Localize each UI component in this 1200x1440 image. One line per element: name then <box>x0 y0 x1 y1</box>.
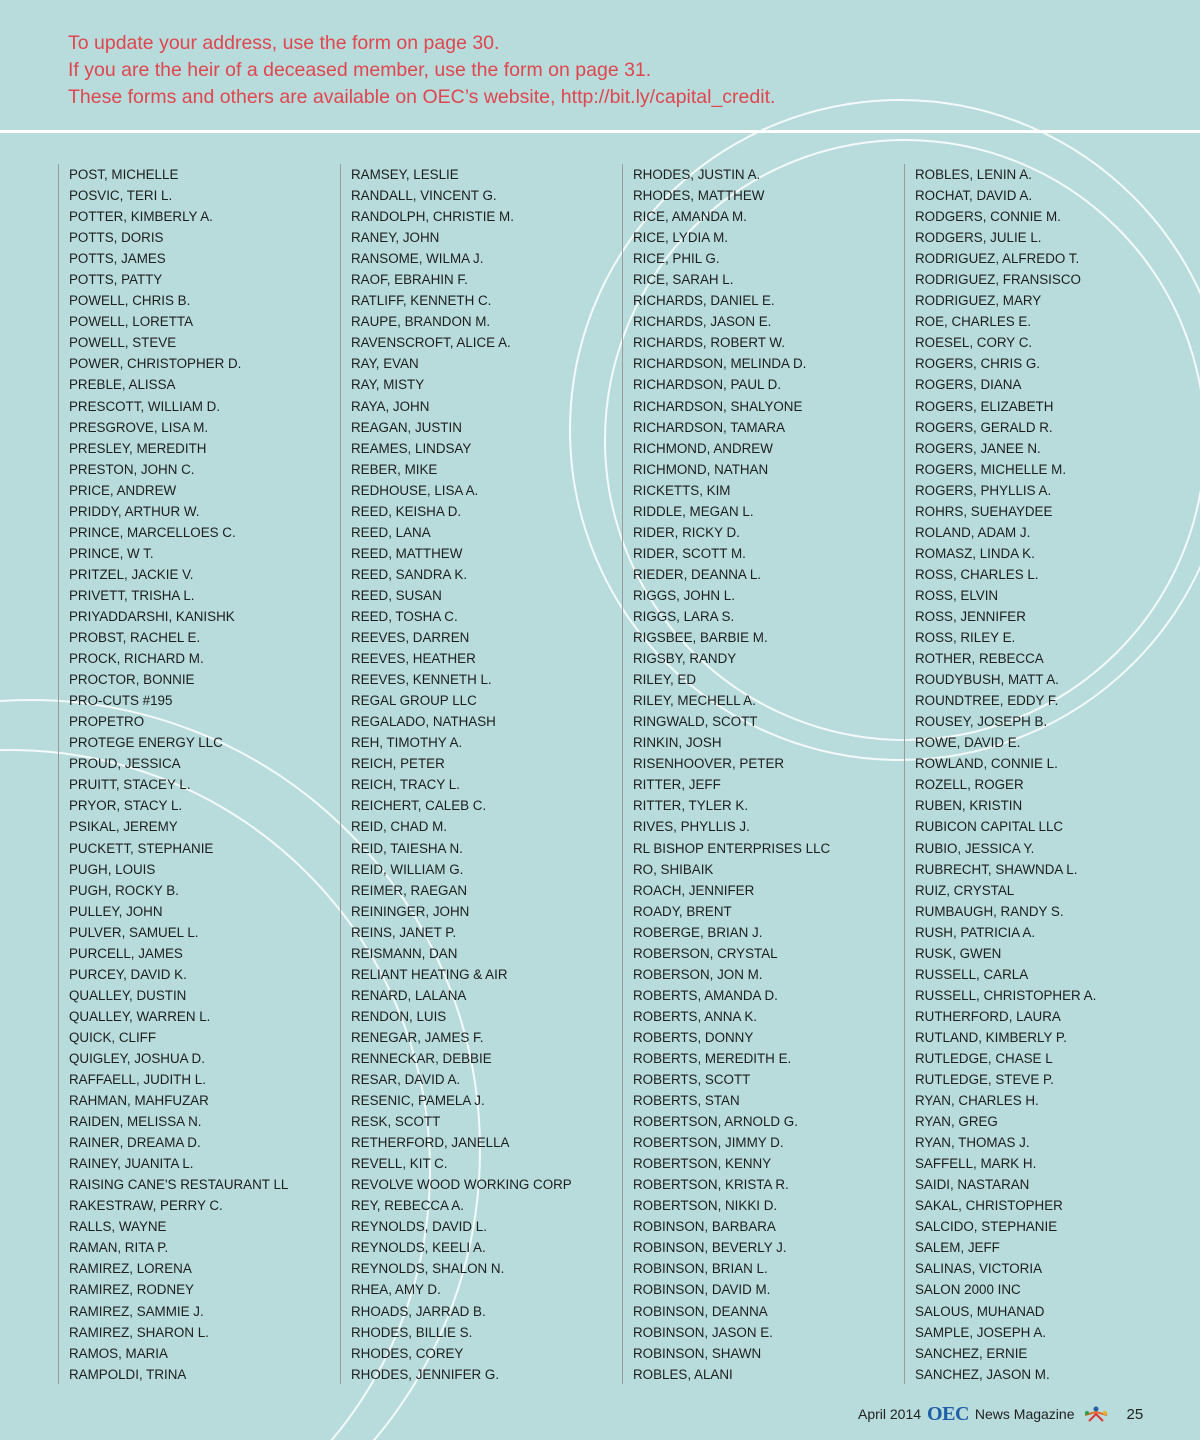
member-name: RESENIC, PAMELA J. <box>351 1093 485 1109</box>
member-name: REY, REBECCA A. <box>351 1198 464 1214</box>
member-name: PRESLEY, MEREDITH <box>69 440 207 456</box>
name-column-4 <box>904 164 1174 1384</box>
member-name: RUTLEDGE, CHASE L <box>915 1050 1053 1066</box>
member-name: ROWE, DAVID E. <box>915 735 1021 751</box>
member-name: QUALLEY, DUSTIN <box>69 987 187 1003</box>
header-line-2: If you are the heir of a deceased member, use the form on page 31. <box>68 59 652 81</box>
member-name: ROBINSON, BARBARA <box>633 1219 776 1235</box>
member-name: RHEA, AMY D. <box>351 1282 441 1298</box>
member-name: PRITZEL, JACKIE V. <box>69 566 194 582</box>
member-name: POWELL, CHRIS B. <box>69 293 191 309</box>
member-name: RICHMOND, ANDREW <box>633 440 773 456</box>
member-name: PREBLE, ALISSA <box>69 377 176 393</box>
member-name: RAMSEY, LESLIE <box>351 167 459 182</box>
member-name: RANDOLPH, CHRISTIE M. <box>351 209 514 225</box>
member-name: SAFFELL, MARK H. <box>915 1156 1037 1172</box>
member-name: RIEDER, DEANNA L. <box>633 566 761 582</box>
member-name: RHOADS, JARRAD B. <box>351 1303 486 1319</box>
member-name: RESAR, DAVID A. <box>351 1072 461 1088</box>
member-name: PROUD, JESSICA <box>69 756 181 772</box>
member-name: REISMANN, DAN <box>351 945 458 961</box>
member-name: ROCHAT, DAVID A. <box>915 188 1033 204</box>
member-name: REDHOUSE, LISA A. <box>351 482 479 498</box>
member-name: PURCELL, JAMES <box>69 945 183 961</box>
member-name: ROGERS, ELIZABETH <box>915 398 1054 414</box>
member-name: ROGERS, MICHELLE M. <box>915 461 1067 477</box>
member-name: RAIDEN, MELISSA N. <box>69 1114 202 1130</box>
member-name: QUALLEY, WARREN L. <box>69 1008 211 1024</box>
member-name: REEVES, KENNETH L. <box>351 672 492 688</box>
member-name: RELIANT HEATING & AIR <box>351 966 508 982</box>
member-name: SAMPLE, JOSEPH A. <box>915 1324 1046 1340</box>
member-name: RENARD, LALANA <box>351 987 467 1003</box>
member-name: RITTER, TYLER K. <box>633 798 749 814</box>
member-name: POST, MICHELLE <box>69 167 179 182</box>
member-name: PRESGROVE, LISA M. <box>69 419 209 435</box>
member-name: PRINCE, MARCELLOES C. <box>69 524 236 540</box>
member-name: ROADY, BRENT <box>633 903 732 919</box>
member-name: RAINEY, JUANITA L. <box>69 1156 194 1172</box>
member-name: PRYOR, STACY L. <box>69 798 183 814</box>
member-name: ROGERS, DIANA <box>915 377 1022 393</box>
member-name: SALCIDO, STEPHANIE <box>915 1219 1058 1235</box>
member-name: POTTS, DORIS <box>69 230 164 246</box>
member-name: ROBERSON, CRYSTAL <box>633 945 778 961</box>
member-name: SALEM, JEFF <box>915 1240 1000 1256</box>
issue-date: April 2014 <box>858 1406 922 1422</box>
member-name: RICHARDSON, TAMARA <box>633 419 786 435</box>
member-name: RATLIFF, KENNETH C. <box>351 293 492 309</box>
member-name: RICE, SARAH L. <box>633 272 734 288</box>
member-name: RESK, SCOTT <box>351 1114 441 1130</box>
member-name: ROBERTSON, NIKKI D. <box>633 1198 778 1214</box>
member-name: ROESEL, CORY C. <box>915 335 1033 351</box>
member-name: ROBERTSON, ARNOLD G. <box>633 1114 798 1130</box>
member-name: ROZELL, ROGER <box>915 777 1024 793</box>
member-name: PRESCOTT, WILLIAM D. <box>69 398 221 414</box>
member-name: RAVENSCROFT, ALICE A. <box>351 335 511 351</box>
header-line-3: These forms and others are available on OEC’s website, http://bit.ly/capital_credit. <box>68 86 776 108</box>
member-name: ROBLES, ALANI <box>633 1366 733 1382</box>
member-name: ROBERGE, BRIAN J. <box>633 924 763 940</box>
page-footer <box>858 1402 1143 1426</box>
member-name: RL BISHOP ENTERPRISES LLC <box>633 840 831 856</box>
member-name: RICHARDS, DANIEL E. <box>633 293 775 309</box>
member-name: ROSS, ELVIN <box>915 587 999 603</box>
member-name: RODRIGUEZ, FRANSISCO <box>915 272 1081 288</box>
member-name: REID, CHAD M. <box>351 819 447 835</box>
member-name: ROHRS, SUEHAYDEE <box>915 503 1053 519</box>
member-name: ROBINSON, SHAWN <box>633 1345 762 1361</box>
member-name: RAINER, DREAMA D. <box>69 1135 201 1151</box>
people-logo-icon <box>1081 1405 1111 1423</box>
member-name: POWELL, LORETTA <box>69 314 194 330</box>
member-name: RYAN, CHARLES H. <box>915 1093 1039 1109</box>
member-name: RICE, AMANDA M. <box>633 209 747 225</box>
member-name: POTTS, JAMES <box>69 251 166 267</box>
member-name: ROGERS, GERALD R. <box>915 419 1053 435</box>
member-name: ROWLAND, CONNIE L. <box>915 756 1058 772</box>
magazine-name: News Magazine <box>974 1406 1075 1422</box>
member-name: REYNOLDS, KEELI A. <box>351 1240 486 1256</box>
member-name: ROBERTS, ANNA K. <box>633 1008 758 1024</box>
member-name: REED, LANA <box>351 524 431 540</box>
member-name: PRIVETT, TRISHA L. <box>69 587 195 603</box>
member-name: RO, SHIBAIK <box>633 861 714 877</box>
member-name: REH, TIMOTHY A. <box>351 735 463 751</box>
member-name: RODRIGUEZ, ALFREDO T. <box>915 251 1080 267</box>
member-name: PROCTOR, BONNIE <box>69 672 195 688</box>
member-name: RINKIN, JOSH <box>633 735 722 751</box>
member-name: ROSS, JENNIFER <box>915 608 1026 624</box>
member-name: ROBLES, LENIN A. <box>915 167 1032 182</box>
member-name: RUTLEDGE, STEVE P. <box>915 1072 1054 1088</box>
member-name: RAMPOLDI, TRINA <box>69 1366 187 1382</box>
member-name: ROBERTS, SCOTT <box>633 1072 751 1088</box>
member-name: ROBERTSON, KENNY <box>633 1156 772 1172</box>
member-name: RUSH, PATRICIA A. <box>915 924 1036 940</box>
member-name: RUSSELL, CHRISTOPHER A. <box>915 987 1097 1003</box>
member-name: RAMIREZ, SAMMIE J. <box>69 1303 204 1319</box>
member-name: SALON 2000 INC <box>915 1282 1021 1298</box>
member-name: RITTER, JEFF <box>633 777 721 793</box>
member-name: RHODES, COREY <box>351 1345 464 1361</box>
member-name: RICE, LYDIA M. <box>633 230 728 246</box>
member-name: PROPETRO <box>69 714 145 730</box>
member-name: RUSSELL, CARLA <box>915 966 1029 982</box>
member-name: RHODES, JENNIFER G. <box>351 1366 500 1382</box>
member-name: REICHERT, CALEB C. <box>351 798 487 814</box>
member-name: REED, TOSHA C. <box>351 608 458 624</box>
member-name: RICHARDSON, SHALYONE <box>633 398 803 414</box>
member-name: ROUDYBUSH, MATT A. <box>915 672 1059 688</box>
member-name: RENEGAR, JAMES F. <box>351 1029 484 1045</box>
member-name: REVOLVE WOOD WORKING CORP <box>351 1177 572 1193</box>
member-name: PRO-CUTS #195 <box>69 693 173 709</box>
member-name: REED, SANDRA K. <box>351 566 468 582</box>
member-name: RAFFAELL, JUDITH L. <box>69 1072 206 1088</box>
member-name: REIMER, RAEGAN <box>351 882 468 898</box>
oec-logo: OEC <box>927 1402 969 1425</box>
member-name: SALINAS, VICTORIA <box>915 1261 1043 1277</box>
member-name: RUBICON CAPITAL LLC <box>915 819 1064 835</box>
member-name: ROE, CHARLES E. <box>915 314 1032 330</box>
member-name: RHODES, BILLIE S. <box>351 1324 473 1340</box>
member-name: PUGH, ROCKY B. <box>69 882 179 898</box>
member-name: RAOF, EBRAHIN F. <box>351 272 468 288</box>
member-name: PULLEY, JOHN <box>69 903 163 919</box>
member-name: RHODES, MATTHEW <box>633 188 765 204</box>
member-name: RICE, PHIL G. <box>633 251 720 267</box>
header-line-1: To update your address, use the form on page 30. <box>68 32 500 54</box>
member-name: ROUSEY, JOSEPH B. <box>915 714 1048 730</box>
member-name: RUTLAND, KIMBERLY P. <box>915 1029 1067 1045</box>
member-name: RENDON, LUIS <box>351 1008 447 1024</box>
member-name: RENNECKAR, DEBBIE <box>351 1050 492 1066</box>
member-name: PROBST, RACHEL E. <box>69 630 201 646</box>
member-name: RANDALL, VINCENT G. <box>351 188 497 204</box>
member-name: PRESTON, JOHN C. <box>69 461 195 477</box>
member-name: REININGER, JOHN <box>351 903 470 919</box>
member-name: RILEY, ED <box>633 672 697 688</box>
member-name: REAGAN, JUSTIN <box>351 419 462 435</box>
member-name: RUBIO, JESSICA Y. <box>915 840 1035 856</box>
member-name: ROBERTSON, JIMMY D. <box>633 1135 784 1151</box>
member-name: ROSS, CHARLES L. <box>915 566 1039 582</box>
member-name: ROBERTS, DONNY <box>633 1029 754 1045</box>
member-name: REGAL GROUP LLC <box>351 693 477 709</box>
member-name: REID, WILLIAM G. <box>351 861 464 877</box>
member-name: PROCK, RICHARD M. <box>69 651 204 667</box>
member-name: REED, SUSAN <box>351 587 442 603</box>
member-name: PUCKETT, STEPHANIE <box>69 840 214 856</box>
member-name: REED, KEISHA D. <box>351 503 462 519</box>
member-name: REBER, MIKE <box>351 461 438 477</box>
member-name: RAY, MISTY <box>351 377 425 393</box>
member-name: RILEY, MECHELL A. <box>633 693 756 709</box>
member-name: ROBERTS, STAN <box>633 1093 740 1109</box>
member-name: REED, MATTHEW <box>351 545 463 561</box>
member-name: RUTHERFORD, LAURA <box>915 1008 1061 1024</box>
member-name: POWELL, STEVE <box>69 335 177 351</box>
member-name: ROBERSON, JON M. <box>633 966 763 982</box>
member-name: PURCEY, DAVID K. <box>69 966 187 982</box>
member-list <box>58 164 1188 1384</box>
member-name: RICHMOND, NATHAN <box>633 461 769 477</box>
member-name: PRICE, ANDREW <box>69 482 177 498</box>
member-name: RETHERFORD, JANELLA <box>351 1135 510 1151</box>
member-name: REAMES, LINDSAY <box>351 440 472 456</box>
member-name: RICKETTS, KIM <box>633 482 731 498</box>
member-name: PUGH, LOUIS <box>69 861 156 877</box>
member-name: PRIYADDARSHI, KANISHK <box>69 608 235 624</box>
member-name: ROACH, JENNIFER <box>633 882 755 898</box>
member-name: ROGERS, PHYLLIS A. <box>915 482 1052 498</box>
page-number: 25 <box>1126 1405 1144 1423</box>
member-name: REGALADO, NATHASH <box>351 714 496 730</box>
member-name: QUICK, CLIFF <box>69 1029 157 1045</box>
member-name: RIGGS, LARA S. <box>633 608 735 624</box>
member-name: REEVES, HEATHER <box>351 651 476 667</box>
name-column-1 <box>58 164 328 1384</box>
member-name: RHODES, JUSTIN A. <box>633 167 761 182</box>
member-name: RODGERS, CONNIE M. <box>915 209 1061 225</box>
member-name: SANCHEZ, JASON M. <box>915 1366 1050 1382</box>
member-name: REVELL, KIT C. <box>351 1156 448 1172</box>
member-name: RAKESTRAW, PERRY C. <box>69 1198 223 1214</box>
member-name: RANEY, JOHN <box>351 230 440 246</box>
member-name: RAYA, JOHN <box>351 398 430 414</box>
member-name: RAMIREZ, LORENA <box>69 1261 192 1277</box>
member-name: ROMASZ, LINDA K. <box>915 545 1035 561</box>
member-name: ROBERTSON, KRISTA R. <box>633 1177 789 1193</box>
member-name: ROBERTS, AMANDA D. <box>633 987 778 1003</box>
member-name: PSIKAL, JEREMY <box>69 819 178 835</box>
member-name: ROBINSON, BEVERLY J. <box>633 1240 787 1256</box>
member-name: PULVER, SAMUEL L. <box>69 924 199 940</box>
member-name: REID, TAIESHA N. <box>351 840 463 856</box>
member-name: RAMAN, RITA P. <box>69 1240 169 1256</box>
member-name: RICHARDS, ROBERT W. <box>633 335 786 351</box>
member-name: RAHMAN, MAHFUZAR <box>69 1093 209 1109</box>
member-name: RODGERS, JULIE L. <box>915 230 1042 246</box>
member-name: RICHARDSON, MELINDA D. <box>633 356 807 372</box>
member-name: RODRIGUEZ, MARY <box>915 293 1042 309</box>
member-name: SAKAL, CHRISTOPHER <box>915 1198 1063 1214</box>
member-name: REICH, TRACY L. <box>351 777 460 793</box>
member-name: RALLS, WAYNE <box>69 1219 167 1235</box>
member-name: PRINCE, W T. <box>69 545 154 561</box>
member-name: RUSK, GWEN <box>915 945 1002 961</box>
member-name: RUBEN, KRISTIN <box>915 798 1023 814</box>
member-name: SAIDI, NASTARAN <box>915 1177 1030 1193</box>
member-name: RIGGS, JOHN L. <box>633 587 735 603</box>
member-name: RIDER, SCOTT M. <box>633 545 746 561</box>
member-name: RIGSBEE, BARBIE M. <box>633 630 768 646</box>
member-name: ROBINSON, JASON E. <box>633 1324 773 1340</box>
member-name: RYAN, GREG <box>915 1114 998 1130</box>
member-name: ROGERS, JANEE N. <box>915 440 1041 456</box>
member-name: ROLAND, ADAM J. <box>915 524 1031 540</box>
member-name: RAY, EVAN <box>351 356 419 372</box>
member-name: RAMOS, MARIA <box>69 1345 168 1361</box>
member-name: RAMIREZ, RODNEY <box>69 1282 194 1298</box>
header-notice <box>68 30 1168 111</box>
member-name: QUIGLEY, JOSHUA D. <box>69 1050 205 1066</box>
member-name: REYNOLDS, SHALON N. <box>351 1261 505 1277</box>
member-name: RAMIREZ, SHARON L. <box>69 1324 209 1340</box>
member-name: POTTER, KIMBERLY A. <box>69 209 213 225</box>
member-name: RUMBAUGH, RANDY S. <box>915 903 1064 919</box>
member-name: RUIZ, CRYSTAL <box>915 882 1015 898</box>
member-name: PRIDDY, ARTHUR W. <box>69 503 200 519</box>
member-name: RISENHOOVER, PETER <box>633 756 785 772</box>
name-column-2 <box>340 164 610 1384</box>
member-name: POWER, CHRISTOPHER D. <box>69 356 242 372</box>
member-name: REYNOLDS, DAVID L. <box>351 1219 487 1235</box>
member-name: REICH, PETER <box>351 756 445 772</box>
member-name: PROTEGE ENERGY LLC <box>69 735 223 751</box>
member-name: REEVES, DARREN <box>351 630 470 646</box>
member-name: ROSS, RILEY E. <box>915 630 1016 646</box>
member-name: RINGWALD, SCOTT <box>633 714 758 730</box>
member-name: POTTS, PATTY <box>69 272 163 288</box>
member-name: ROGERS, CHRIS G. <box>915 356 1040 372</box>
member-name: ROBINSON, DAVID M. <box>633 1282 771 1298</box>
member-name: SANCHEZ, ERNIE <box>915 1345 1028 1361</box>
member-name: RICHARDS, JASON E. <box>633 314 772 330</box>
member-name: SALOUS, MUHANAD <box>915 1303 1045 1319</box>
member-name: PRUITT, STACEY L. <box>69 777 191 793</box>
member-name: RICHARDSON, PAUL D. <box>633 377 782 393</box>
member-name: ROUNDTREE, EDDY F. <box>915 693 1059 709</box>
member-name: POSVIC, TERI L. <box>69 188 173 204</box>
member-name: ROTHER, REBECCA <box>915 651 1044 667</box>
member-name: RIGSBY, RANDY <box>633 651 737 667</box>
member-name: ROBERTS, MEREDITH E. <box>633 1050 792 1066</box>
member-name: RIVES, PHYLLIS J. <box>633 819 750 835</box>
member-name: RYAN, THOMAS J. <box>915 1135 1030 1151</box>
header-divider <box>0 130 1200 133</box>
member-name: RANSOME, WILMA J. <box>351 251 484 267</box>
member-name: RAUPE, BRANDON M. <box>351 314 491 330</box>
member-name: ROBINSON, BRIAN L. <box>633 1261 768 1277</box>
member-name: ROBINSON, DEANNA <box>633 1303 768 1319</box>
member-name: REINS, JANET P. <box>351 924 457 940</box>
member-name: RAISING CANE'S RESTAURANT LL <box>69 1177 289 1193</box>
member-name: RIDDLE, MEGAN L. <box>633 503 754 519</box>
member-name: RUBRECHT, SHAWNDA L. <box>915 861 1078 877</box>
name-column-3 <box>622 164 892 1384</box>
member-name: RIDER, RICKY D. <box>633 524 740 540</box>
